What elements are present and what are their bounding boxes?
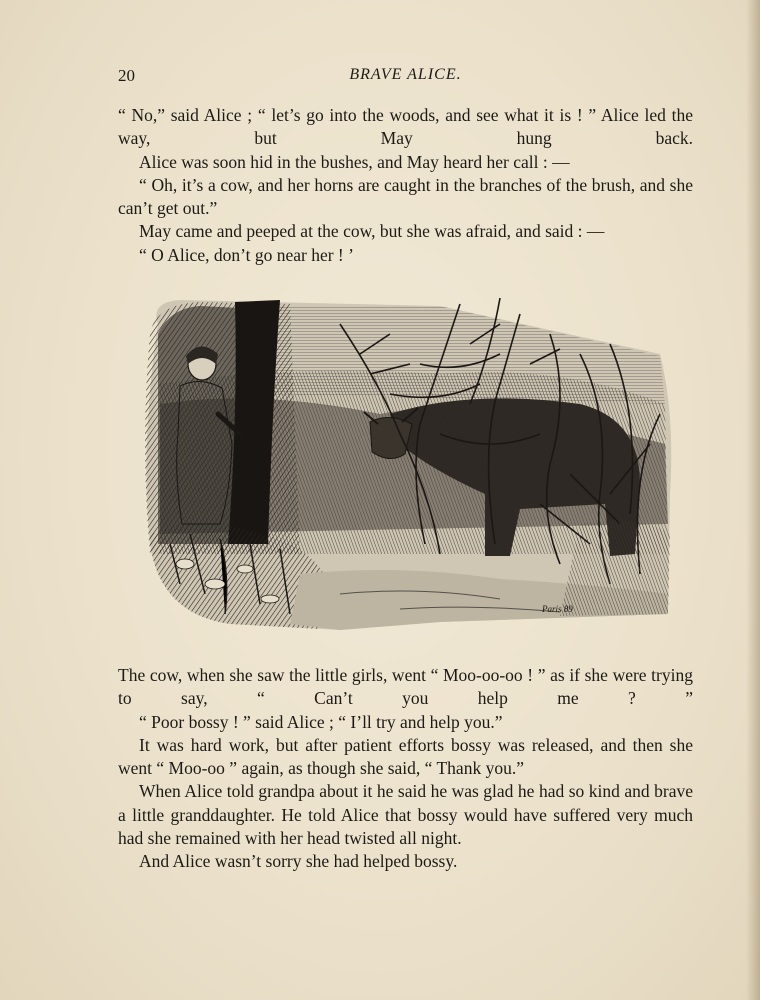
paragraph: “ No,” said Alice ; “ let’s go into the woods, and see what it is ! ” Alice led the way, but May hung back. — [118, 105, 693, 149]
paragraph: When Alice told grandpa about it he said he was glad he had so kind and brave a little granddaughter. He told Alice that bossy would have suffered very much had she remained with her head twisted all night. — [118, 781, 693, 849]
paragraph: And Alice wasn’t sorry she had helped bossy. — [139, 851, 458, 872]
paragraph: “ Poor bossy ! ” said Alice ; “ I’ll try and help you.” — [139, 711, 503, 732]
text-block-top — [118, 104, 693, 267]
text-block-bottom — [118, 664, 693, 874]
page-edge-shadow — [746, 0, 760, 1000]
illustration-alice-and-cow — [140, 294, 675, 632]
page-header — [118, 66, 693, 88]
paragraph: May came and peeped at the cow, but she was afraid, and said : — — [139, 221, 605, 242]
engraving-illustration — [140, 294, 675, 632]
running-head: BRAVE ALICE. — [349, 66, 462, 83]
page-number: 20 — [118, 66, 135, 85]
illustration-signature: Paris 89 — [542, 604, 573, 614]
paragraph: It was hard work, but after patient efforts bossy was released, and then she went “ Moo-oo ” again, as though she said, “ Thank you.” — [118, 734, 693, 779]
paragraph: “ O Alice, don’t go near her ! ’ — [139, 244, 354, 265]
paragraph: “ Oh, it’s a cow, and her horns are caught in the branches of the brush, and she can’t get out.” — [118, 174, 693, 219]
paragraph: Alice was soon hid in the bushes, and May heard her call : — — [139, 151, 570, 172]
paragraph: The cow, when she saw the little girls, went “ Moo-oo-oo ! ” as if she were trying to say, “ Can’t you help me ? ” — [118, 665, 693, 709]
